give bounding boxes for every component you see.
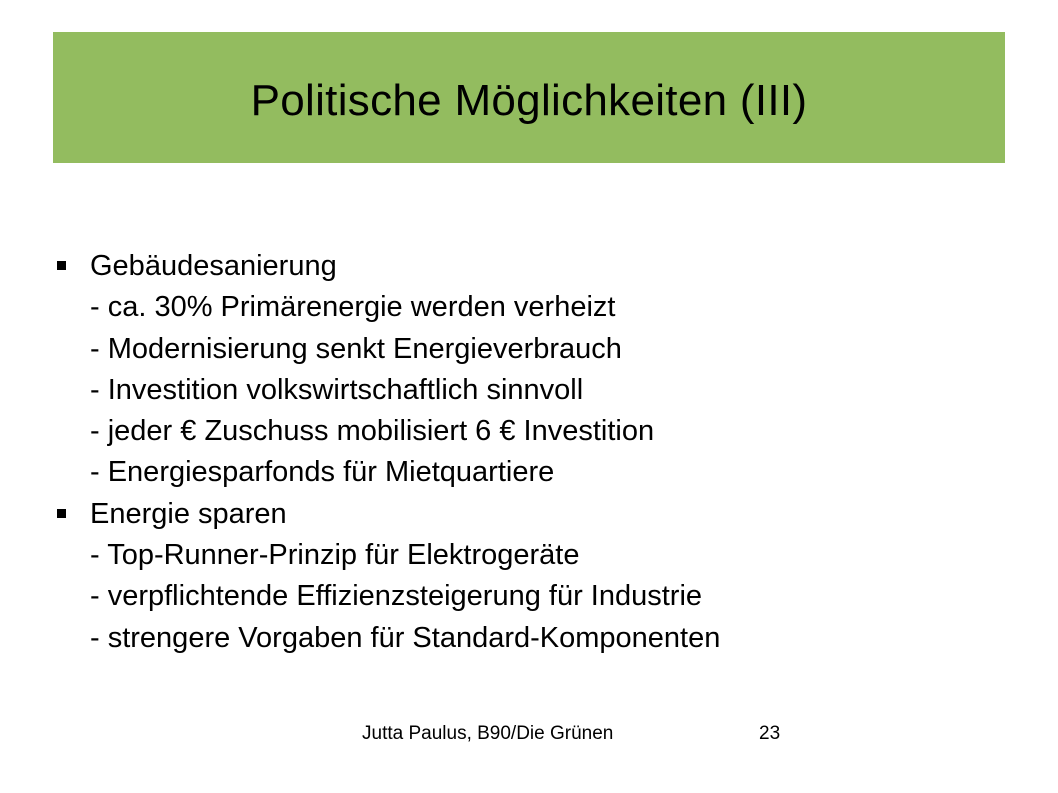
sub-item: - Investition volkswirtschaftlich sinnvoll [90, 373, 584, 406]
sub-item: - jeder € Zuschuss mobilisiert 6 € Investition [90, 415, 655, 448]
sub-item: - strengere Vorgaben für Standard-Komponenten [90, 621, 721, 654]
sub-item: - ca. 30% Primärenergie werden verheizt [90, 291, 616, 324]
title-bar [53, 32, 1005, 163]
sub-item: - Energiesparfonds für Mietquartiere [90, 456, 555, 489]
slide-title: Politische Möglichkeiten (III) [250, 75, 808, 125]
bullet-heading: Energie sparen [90, 497, 287, 530]
bullet-heading: Gebäudesanierung [90, 250, 337, 282]
page-number: 23 [759, 723, 781, 744]
sub-item: - verpflichtende Effizienzsteigerung für Industrie [90, 580, 703, 613]
square-bullet-icon [57, 509, 66, 518]
sub-item: - Top-Runner-Prinzip für Elektrogeräte [90, 539, 580, 572]
bullet-gebaeudesanierung [56, 246, 1016, 494]
square-bullet-icon [57, 261, 66, 270]
bullet-energie-sparen [56, 494, 1016, 659]
footer-credit: Jutta Paulus, B90/Die Grünen [362, 723, 614, 744]
sub-item: - Modernisierung senkt Energieverbrauch [90, 332, 622, 365]
slide-content [56, 246, 1016, 659]
